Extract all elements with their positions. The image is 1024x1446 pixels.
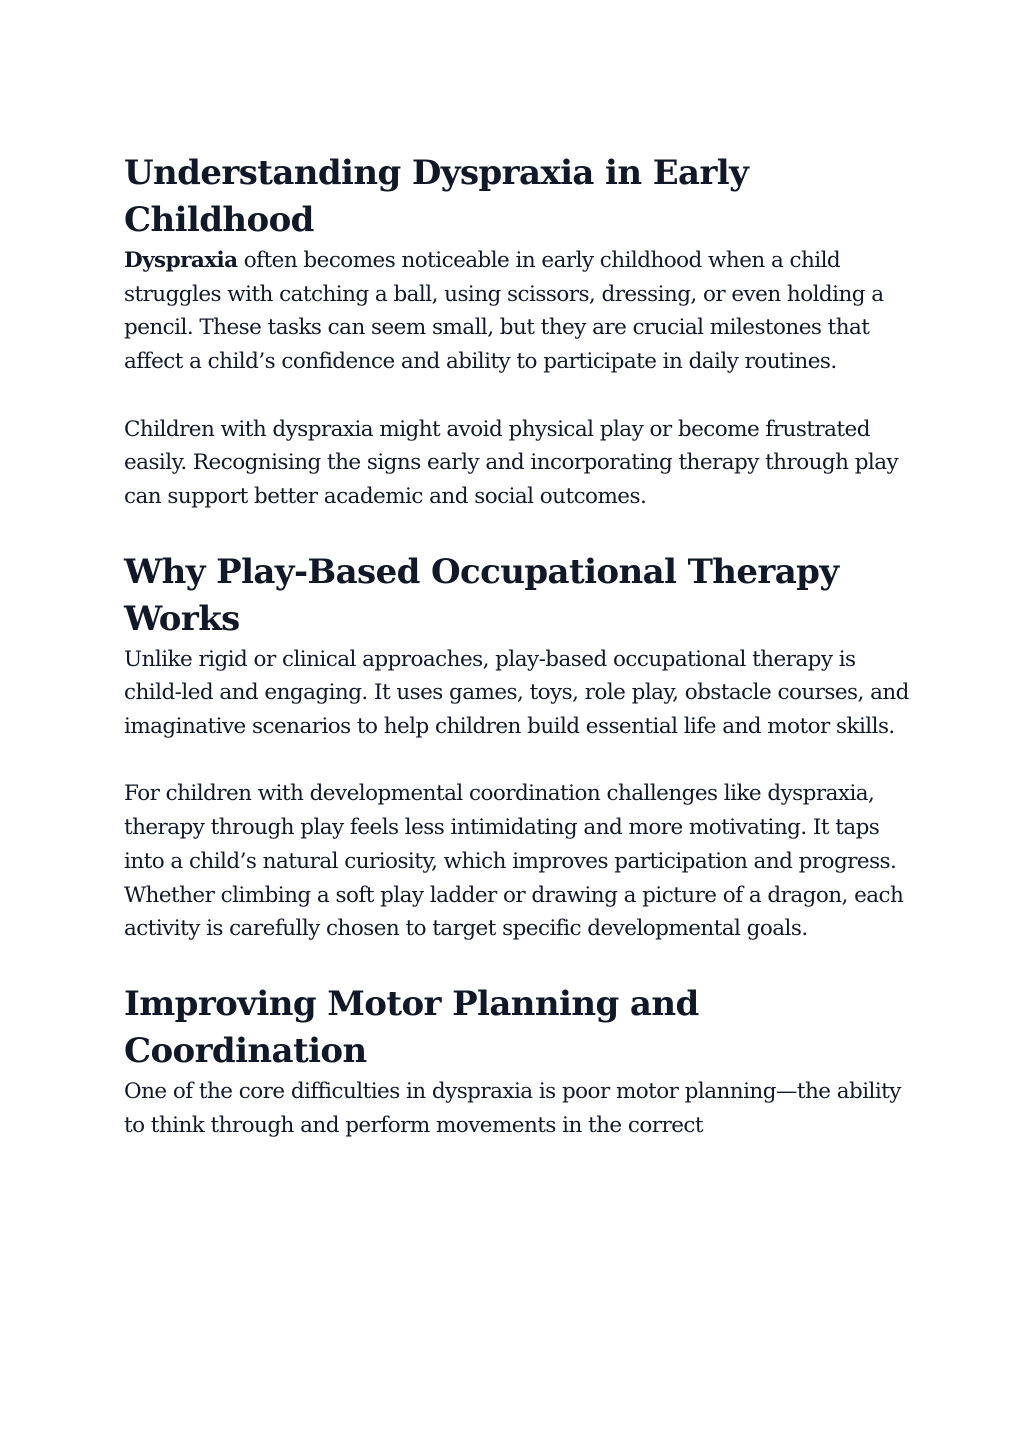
section-play-based-therapy [124, 549, 914, 946]
document-page [124, 150, 914, 1142]
bold-term: Dyspraxia [124, 248, 238, 273]
section-heading: Why Play-Based Occupational Therapy Works [124, 551, 839, 639]
paragraph: For children with developmental coordination challenges like dyspraxia, therapy through play feels less intimidating and more motivating. It taps into a child’s natural curiosity, which improves participation and progress. Whether climbing a soft play ladder or drawing a picture of a dragon, each activity is carefully chosen to target specific developmental goals. [124, 781, 904, 942]
paragraph: Children with dyspraxia might avoid physical play or become frustrated easily. Recognising the signs early and incorporating therapy through play can support better academic and social outcomes. [124, 416, 899, 509]
section-heading: Understanding Dyspraxia in Early Childhood [124, 153, 749, 240]
section-understanding-dyspraxia [124, 150, 914, 514]
paragraph [124, 244, 914, 379]
paragraph: Unlike rigid or clinical approaches, play-based occupational therapy is child-led and engaging. It uses games, toys, role play, obstacle courses, and imaginative scenarios to help children build essential life and motor skills. [124, 646, 909, 740]
section-heading: Improving Motor Planning and Coordination [124, 983, 699, 1071]
paragraph-text: often becomes noticeable in early childhood when a child struggles with catching a ball, using scissors, dressing, or even holding a pencil. These tasks can seem small, but they are crucial milestones that affect a child’s confidence and ability to participate in daily routines. [124, 248, 884, 375]
section-motor-planning [124, 981, 914, 1142]
paragraph: One of the core difficulties in dyspraxia is poor motor planning—the ability to think through and perform movements in the correct [124, 1078, 901, 1138]
